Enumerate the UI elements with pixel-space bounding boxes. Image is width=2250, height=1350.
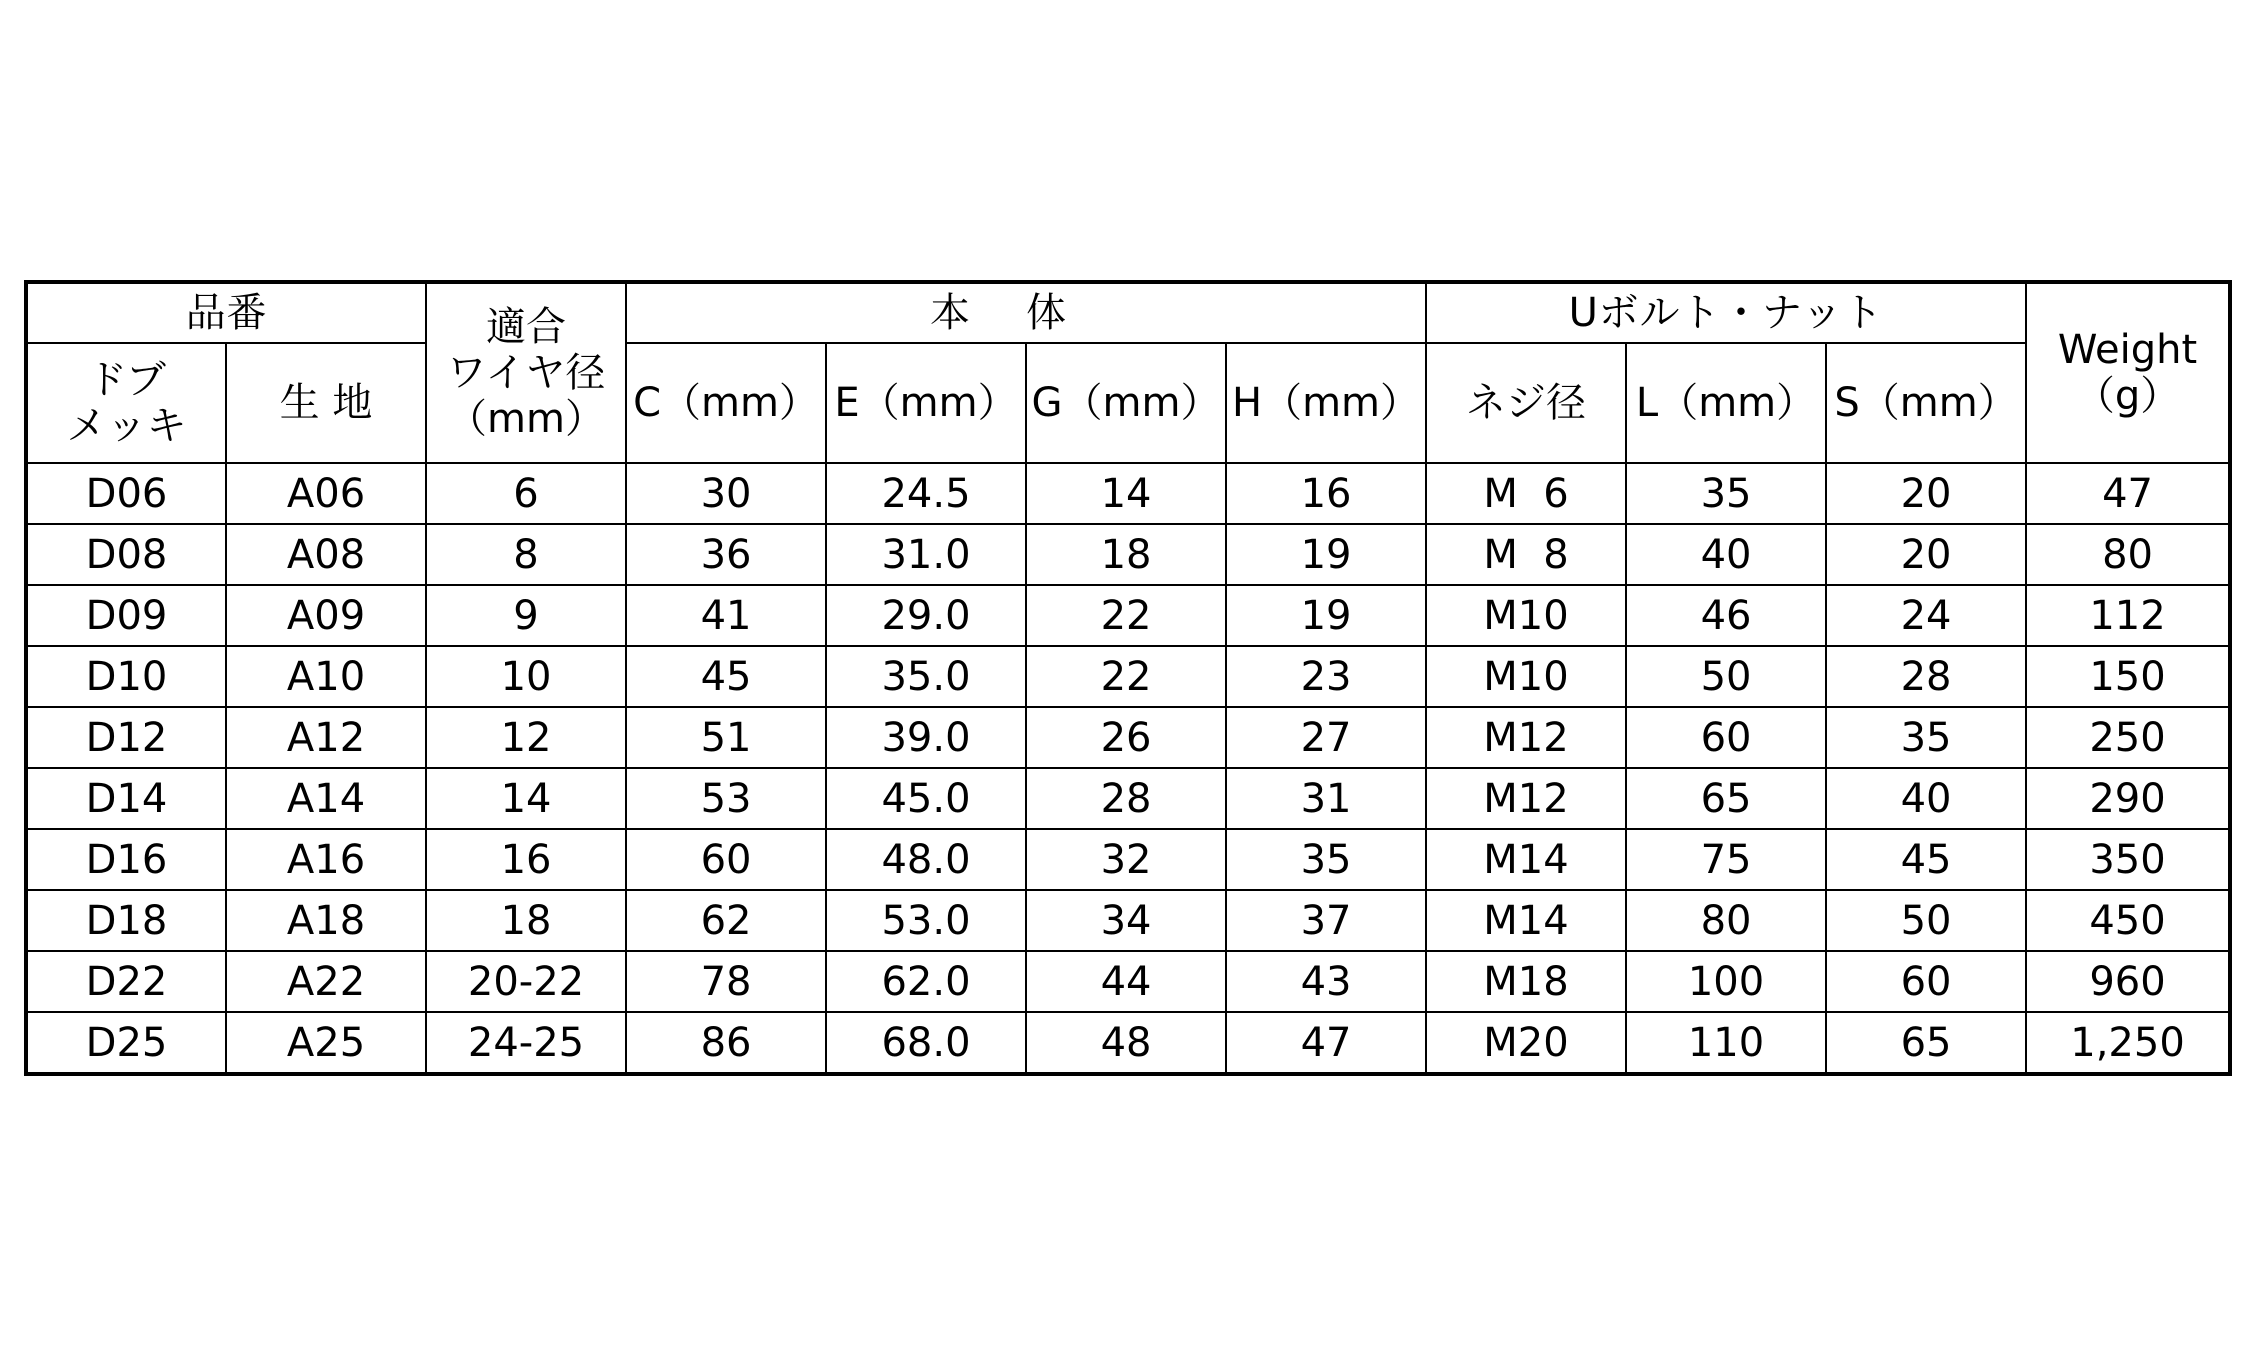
cell-l: 75 (1626, 829, 1826, 890)
header-g-mm: G（mm） (1026, 343, 1226, 463)
cell-thread-dia: M10 (1426, 646, 1626, 707)
cell-g: 48 (1026, 1012, 1226, 1074)
cell-dobu-mekki: D12 (26, 707, 226, 768)
cell-s: 20 (1826, 524, 2026, 585)
cell-g: 44 (1026, 951, 1226, 1012)
table-row (26, 463, 2230, 524)
cell-l: 50 (1626, 646, 1826, 707)
cell-dobu-mekki: D10 (26, 646, 226, 707)
header-part-number: 品番 (26, 282, 426, 343)
cell-thread-dia: M14 (1426, 829, 1626, 890)
header-dobu-mekki-line-2: メッキ (66, 403, 187, 449)
table-row (26, 1012, 2230, 1074)
header-body: 本体 (626, 282, 1426, 343)
cell-wire-dia: 20-22 (426, 951, 626, 1012)
cell-c: 51 (626, 707, 826, 768)
cell-h: 27 (1226, 707, 1426, 768)
cell-thread-dia: M 6 (1426, 463, 1626, 524)
cell-c: 60 (626, 829, 826, 890)
cell-thread-dia: M12 (1426, 768, 1626, 829)
cell-weight: 350 (2026, 829, 2230, 890)
cell-g: 26 (1026, 707, 1226, 768)
cell-dobu-mekki: D25 (26, 1012, 226, 1074)
cell-s: 40 (1826, 768, 2026, 829)
header-compatible-wire-line-1: 適合 (486, 304, 567, 350)
table-row (26, 585, 2230, 646)
cell-l: 100 (1626, 951, 1826, 1012)
header-compatible-wire-line-2: ワイヤ径 (446, 350, 606, 396)
cell-g: 28 (1026, 768, 1226, 829)
cell-kiji: A25 (226, 1012, 426, 1074)
header-ubolt-nut: Uボルト・ナット (1426, 282, 2026, 343)
cell-c: 45 (626, 646, 826, 707)
cell-e: 24.5 (826, 463, 1026, 524)
cell-l: 35 (1626, 463, 1826, 524)
header-row-2 (26, 343, 2230, 463)
cell-g: 22 (1026, 646, 1226, 707)
table-row (26, 524, 2230, 585)
table-header (26, 282, 2230, 463)
cell-dobu-mekki: D22 (26, 951, 226, 1012)
table-row (26, 768, 2230, 829)
cell-s: 35 (1826, 707, 2026, 768)
cell-thread-dia: M20 (1426, 1012, 1626, 1074)
cell-e: 29.0 (826, 585, 1026, 646)
cell-kiji: A22 (226, 951, 426, 1012)
cell-c: 53 (626, 768, 826, 829)
table-row (26, 829, 2230, 890)
cell-c: 78 (626, 951, 826, 1012)
cell-h: 37 (1226, 890, 1426, 951)
cell-h: 43 (1226, 951, 1426, 1012)
cell-thread-dia: M18 (1426, 951, 1626, 1012)
cell-weight: 112 (2026, 585, 2230, 646)
header-e-mm: E（mm） (826, 343, 1026, 463)
cell-g: 34 (1026, 890, 1226, 951)
header-weight (2026, 282, 2230, 463)
cell-kiji: A16 (226, 829, 426, 890)
cell-weight: 1,250 (2026, 1012, 2230, 1074)
cell-kiji: A06 (226, 463, 426, 524)
cell-weight: 250 (2026, 707, 2230, 768)
cell-l: 60 (1626, 707, 1826, 768)
spec-table (24, 280, 2232, 1076)
cell-kiji: A10 (226, 646, 426, 707)
header-thread-dia: ネジ径 (1426, 343, 1626, 463)
cell-thread-dia: M12 (1426, 707, 1626, 768)
cell-h: 31 (1226, 768, 1426, 829)
cell-kiji: A14 (226, 768, 426, 829)
cell-dobu-mekki: D18 (26, 890, 226, 951)
cell-wire-dia: 16 (426, 829, 626, 890)
cell-h: 47 (1226, 1012, 1426, 1074)
cell-s: 28 (1826, 646, 2026, 707)
cell-wire-dia: 18 (426, 890, 626, 951)
cell-e: 68.0 (826, 1012, 1026, 1074)
table-body (26, 463, 2230, 1074)
cell-l: 46 (1626, 585, 1826, 646)
cell-thread-dia: M10 (1426, 585, 1626, 646)
cell-weight: 80 (2026, 524, 2230, 585)
cell-l: 80 (1626, 890, 1826, 951)
cell-weight: 290 (2026, 768, 2230, 829)
cell-thread-dia: M 8 (1426, 524, 1626, 585)
cell-dobu-mekki: D09 (26, 585, 226, 646)
header-s-mm: S（mm） (1826, 343, 2026, 463)
cell-e: 35.0 (826, 646, 1026, 707)
cell-weight: 150 (2026, 646, 2230, 707)
cell-c: 86 (626, 1012, 826, 1074)
cell-thread-dia: M14 (1426, 890, 1626, 951)
cell-s: 20 (1826, 463, 2026, 524)
header-compatible-wire-line-3: （mm） (447, 396, 605, 442)
cell-wire-dia: 24-25 (426, 1012, 626, 1074)
cell-s: 45 (1826, 829, 2026, 890)
table-row (26, 707, 2230, 768)
cell-c: 62 (626, 890, 826, 951)
cell-kiji: A08 (226, 524, 426, 585)
cell-c: 41 (626, 585, 826, 646)
cell-dobu-mekki: D06 (26, 463, 226, 524)
cell-e: 39.0 (826, 707, 1026, 768)
cell-kiji: A09 (226, 585, 426, 646)
cell-weight: 47 (2026, 463, 2230, 524)
cell-g: 18 (1026, 524, 1226, 585)
cell-dobu-mekki: D16 (26, 829, 226, 890)
cell-h: 35 (1226, 829, 1426, 890)
header-weight-line-1: Weight (2057, 327, 2198, 373)
table-row (26, 646, 2230, 707)
cell-h: 16 (1226, 463, 1426, 524)
cell-l: 40 (1626, 524, 1826, 585)
cell-l: 110 (1626, 1012, 1826, 1074)
cell-g: 32 (1026, 829, 1226, 890)
cell-dobu-mekki: D14 (26, 768, 226, 829)
header-kiji: 生 地 (226, 343, 426, 463)
header-dobu-mekki (26, 343, 226, 463)
cell-g: 14 (1026, 463, 1226, 524)
cell-s: 60 (1826, 951, 2026, 1012)
table-row (26, 951, 2230, 1012)
cell-kiji: A12 (226, 707, 426, 768)
header-compatible-wire (426, 282, 626, 463)
header-row-1 (26, 282, 2230, 343)
cell-g: 22 (1026, 585, 1226, 646)
header-h-mm: H（mm） (1226, 343, 1426, 463)
header-c-mm: C（mm） (626, 343, 826, 463)
cell-h: 19 (1226, 585, 1426, 646)
cell-s: 50 (1826, 890, 2026, 951)
cell-e: 53.0 (826, 890, 1026, 951)
cell-wire-dia: 9 (426, 585, 626, 646)
cell-weight: 960 (2026, 951, 2230, 1012)
cell-c: 36 (626, 524, 826, 585)
header-dobu-mekki-line-1: ドブ (87, 357, 166, 403)
header-l-mm: L（mm） (1626, 343, 1826, 463)
cell-dobu-mekki: D08 (26, 524, 226, 585)
cell-kiji: A18 (226, 890, 426, 951)
cell-weight: 450 (2026, 890, 2230, 951)
cell-wire-dia: 10 (426, 646, 626, 707)
cell-s: 65 (1826, 1012, 2026, 1074)
cell-wire-dia: 6 (426, 463, 626, 524)
cell-e: 45.0 (826, 768, 1026, 829)
cell-h: 23 (1226, 646, 1426, 707)
cell-e: 62.0 (826, 951, 1026, 1012)
cell-s: 24 (1826, 585, 2026, 646)
cell-l: 65 (1626, 768, 1826, 829)
cell-c: 30 (626, 463, 826, 524)
cell-e: 31.0 (826, 524, 1026, 585)
cell-h: 19 (1226, 524, 1426, 585)
cell-wire-dia: 14 (426, 768, 626, 829)
cell-wire-dia: 8 (426, 524, 626, 585)
header-weight-line-2: （g） (2074, 373, 2181, 419)
cell-e: 48.0 (826, 829, 1026, 890)
cell-wire-dia: 12 (426, 707, 626, 768)
table-row (26, 890, 2230, 951)
